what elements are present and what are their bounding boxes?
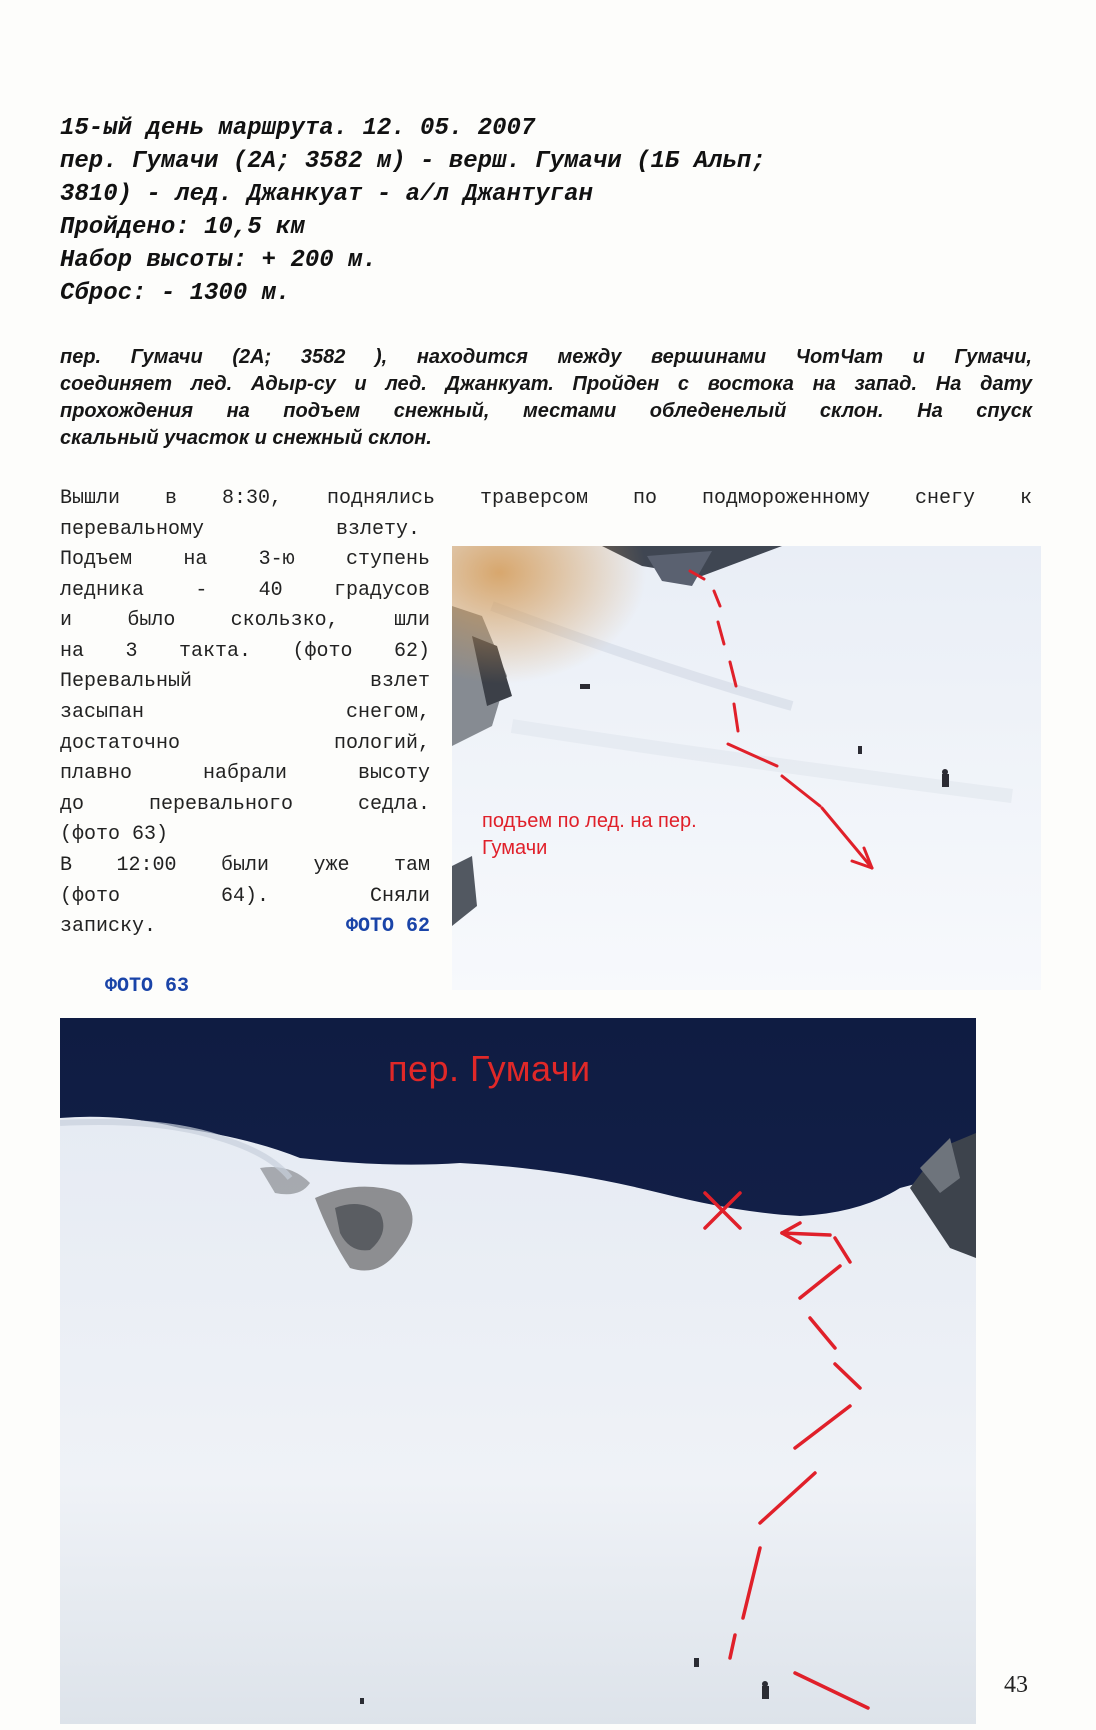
body-line: засыпан снегом, [60,700,430,724]
heading-line: Пройдено: 10,5 км [60,214,305,241]
body-line: В 12:00 были уже там [60,853,430,877]
description-line: соединяет лед. Адыр-су и лед. Джанкуат. Пройден с востока на запад. На дату [60,373,1032,395]
body-line: достаточно пологий, [60,731,430,755]
description-line: пер. Гумачи (2А; 3582 ), находится между вершинами ЧотЧат и Гумачи, [60,346,1032,368]
body-line: перевальному взлету. [60,518,420,541]
body-line-last [60,912,430,943]
photo-63-caption: пер. Гумачи [388,1048,591,1089]
heading-line: 3810) - лед. Джанкуат - а/л Джантуган [60,181,593,208]
heading-line: пер. Гумачи (2А; 3582 м) - верш. Гумачи (1Б Альп; [60,148,766,175]
body-column [60,545,430,943]
body-line: Вышли в 8:30, поднялись траверсом по подмороженному снегу к [60,487,1032,510]
heading-line: Сброс: - 1300 м. [60,280,291,307]
caption-line: подъем по лед. на пер. [482,810,697,832]
day-heading [60,112,960,310]
body-text: записку. [60,915,157,939]
body-line: (фото 64). Сняли [60,884,430,908]
body-line: ледника - 40 градусов [60,578,430,602]
body-line: Перевальный взлет [60,670,430,694]
photo-63-image [60,1018,976,1724]
photo-63-label: ФОТО 63 [105,975,190,998]
photo-63 [60,1018,976,1724]
page-number: 43 [1004,1672,1028,1698]
photo-62-caption [482,808,802,862]
photo-62-label: ФОТО 62 [345,915,430,939]
photo-62-image [452,546,1041,990]
body-line: плавно набрали высоту [60,762,430,786]
body-line: (фото 63) [60,823,169,847]
heading-line: 15-ый день маршрута. 12. 05. 2007 [60,115,536,142]
body-line: до перевального седла. [60,792,430,816]
body-line: на 3 такта. (фото 62) [60,639,430,663]
photo-62 [452,546,1041,990]
body-line: и было скользко, шли [60,609,430,633]
pass-description [60,344,1032,452]
description-line: прохождения на подъем снежный, местами обледенелый склон. На спуск [60,400,1032,422]
description-line: скальный участок и снежный склон. [60,427,432,449]
caption-line: Гумачи [482,837,548,859]
body-line: Подъем на 3-ю ступень [60,548,430,571]
heading-line: Набор высоты: + 200 м. [60,247,377,274]
